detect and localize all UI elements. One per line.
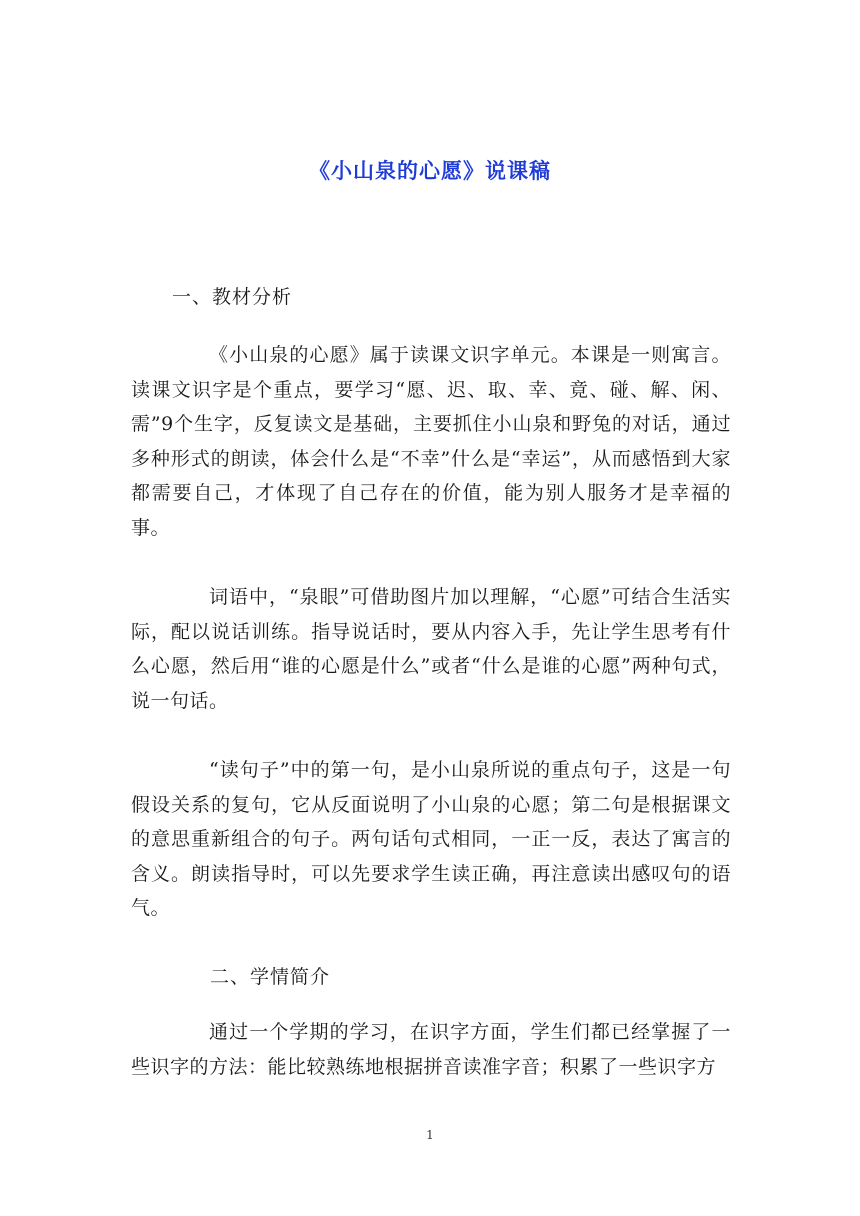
paragraph: 通过一个学期的学习，在识字方面，学生们都已经掌握了一些识字的方法：能比较熟练地根据拼音读准字音；积累了一些识字方 bbox=[131, 1021, 731, 1078]
section-heading-analysis: 一、教材分析 bbox=[172, 286, 293, 308]
paragraph: 《小山泉的心愿》属于读课文识字单元。本课是一则寓言。读课文识字是个重点，要学习“愿、迟、取、幸、竟、碰、解、闲、需”9个生字，反复读文是基础，主要抓住小山泉和野兔的对话，通过多种形式的朗读，体会什么是“不幸”什么是“幸运”，从而感悟到大家都需要自己，才体现了自己存在的价值，能为别人服务才是幸福的事。 bbox=[131, 344, 731, 539]
page-number: 1 bbox=[426, 1128, 434, 1142]
paragraph: 词语中，“泉眼”可借助图片加以理解，“心愿”可结合生活实际，配以说话训练。指导说话时，要从内容入手，先让学生思考有什么心愿，然后用“谁的心愿是什么”或者“什么是谁的心愿”两种句式，说一句话。 bbox=[131, 586, 731, 712]
section-heading-students: 二、学情简介 bbox=[210, 966, 331, 988]
document-title: 《小山泉的心愿》说课稿 bbox=[309, 158, 551, 183]
paragraph: “读句子”中的第一句，是小山泉所说的重点句子，这是一句假设关系的复句，它从反面说明了小山泉的心愿；第二句是根据课文的意思重新组合的句子。两句话句式相同，一正一反，表达了寓言的含义。朗读指导时，可以先要求学生读正确，再注意读出感叹句的语气。 bbox=[131, 759, 731, 919]
